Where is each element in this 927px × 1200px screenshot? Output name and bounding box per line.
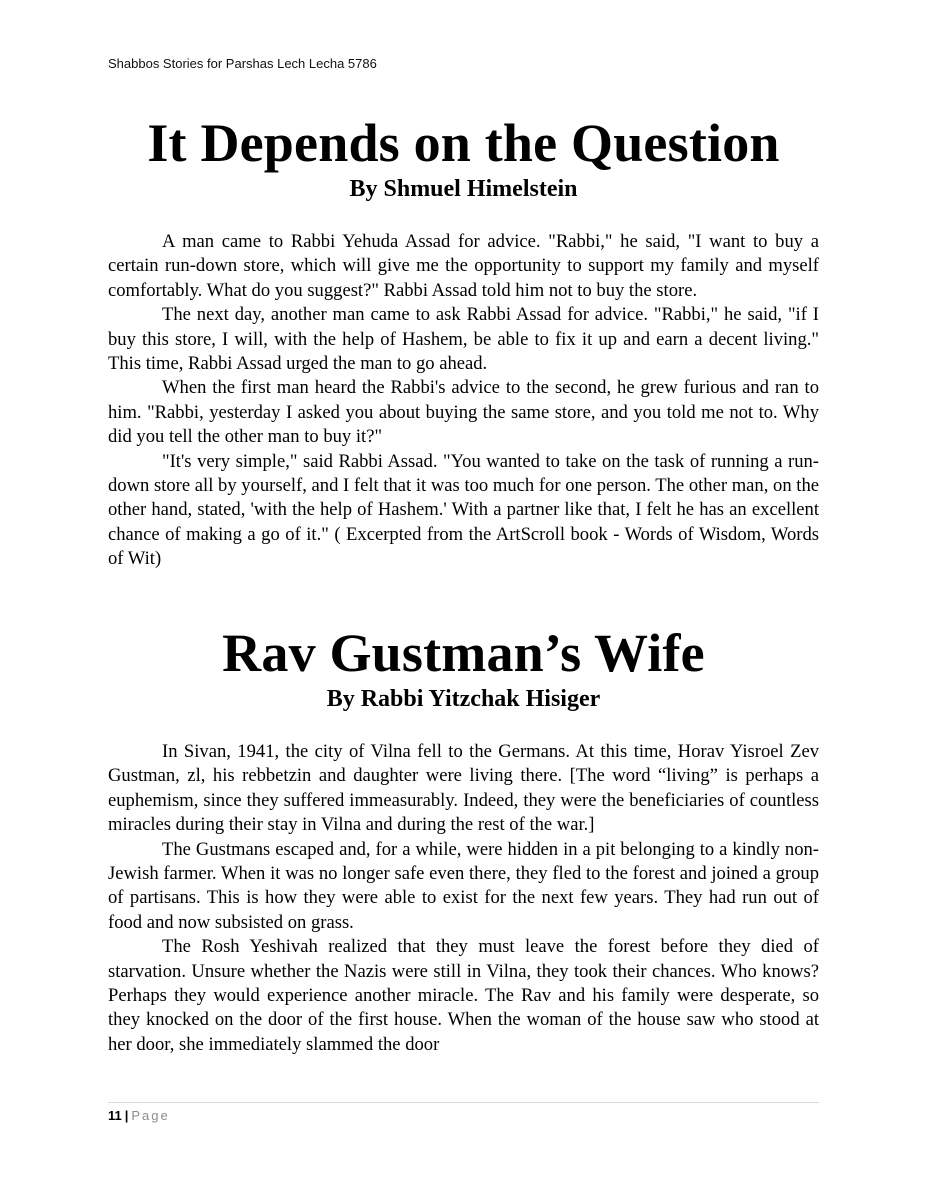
paragraph: The Gustmans escaped and, for a while, were hidden in a pit belonging to a kindly non-Jewish farmer. When it was no longer safe even there, they fled to the forest and joined a group of partisans. This is how they were able to exist for the next few years. They had run out of food and now subsisted on grass. [108,838,819,933]
article-byline: By Rabbi Yitzchak Hisiger [326,686,601,712]
paragraph: The next day, another man came to ask Rabbi Assad for advice. "Rabbi," he said, "if I buy this store, I will, with the help of Hashem, be able to fix it up and earn a decent living." This time, Rabbi Assad urged the man to go ahead. [108,304,819,375]
paragraph: In Sivan, 1941, the city of Vilna fell to the Germans. At this time, Horav Yisroel Zev Gustman, zl, his rebbetzin and daughter were living there. [The word “living” is perhaps a euphemism, since they suffered immeasurably. Indeed, they were the beneficiaries of countless miracles during their stay in Vilna and during the rest of the war.] [108,741,819,836]
page-label: Page [131,1108,170,1123]
article-it-depends-on-the-question [108,112,819,572]
paragraph: A man came to Rabbi Yehuda Assad for advice. "Rabbi," he said, "I want to buy a certain run-down store, which will give me the opportunity to support my family and myself comfortably. What do you suggest?" Rabbi Assad told him not to buy the store. [108,231,819,301]
running-header: Shabbos Stories for Parshas Lech Lecha 5786 [108,56,377,71]
page-number: 11 [108,1108,122,1123]
article-body [108,740,819,1057]
article-title: Rav Gustman’s Wife [222,623,705,683]
paragraph: When the first man heard the Rabbi's advice to the second, he grew furious and ran to him. "Rabbi, yesterday I asked you about buying the same store, and you told me not to. Why did you tell the other man to buy it?" [108,377,819,448]
page-footer [108,1102,819,1123]
paragraph: The Rosh Yeshivah realized that they must leave the forest before they died of starvation. Unsure whether the Nazis were still in Vilna, they took their chances. Who knows? Perhaps they would experience another miracle. The Rav and his family were desperate, so they knocked on the door of the first house. When the woman of the house saw who stood at her door, she immediately slammed the door [108,936,819,1055]
article-byline: By Shmuel Himelstein [349,176,578,202]
paragraph: "It's very simple," said Rabbi Assad. "You wanted to take on the task of running a run-down store all by yourself, and I felt that it was too much for one person. The other man, on the other hand, stated, 'with the help of Hashem.' With a partner like that, I felt he has an excellent chance of making a go of it." ( Excerpted from the ArtScroll book - Words of Wisdom, Words of Wit) [108,450,819,570]
article-body [108,230,819,572]
article-title: It Depends on the Question [147,113,780,173]
article-rav-gustmans-wife [108,622,819,1057]
footer-separator: | [124,1108,129,1123]
